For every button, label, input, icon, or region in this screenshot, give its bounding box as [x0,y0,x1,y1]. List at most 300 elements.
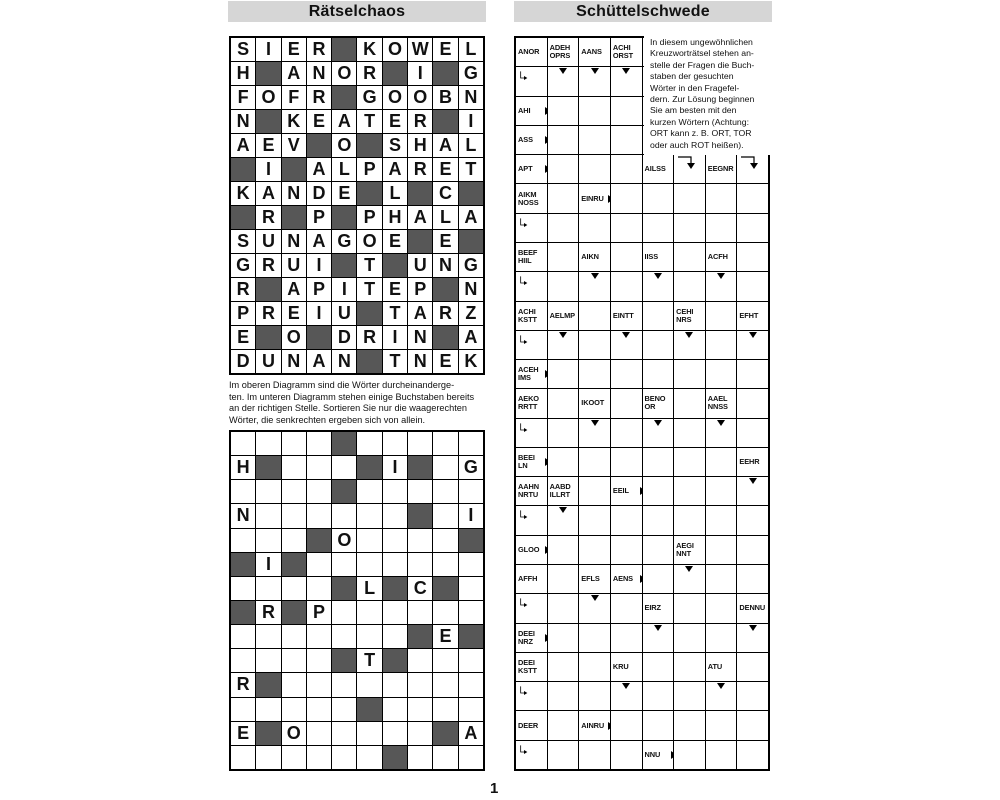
top-grid-letter-cell: F [282,86,306,109]
answer-cell[interactable] [611,272,642,300]
top-grid-letter-cell: A [459,326,483,349]
top-grid-letter-cell: E [433,38,457,61]
clue-cell [674,536,705,564]
top-grid-letter-cell: T [383,302,407,325]
arrow-right-icon [671,751,673,759]
top-grid-letter-cell: T [357,110,381,133]
bottom-grid-letter-cell [383,480,407,503]
answer-cell[interactable] [706,506,737,534]
answer-cell[interactable] [643,214,674,242]
clue-text: ADEH OPRS [549,43,571,61]
answer-cell[interactable] [674,506,705,534]
answer-cell[interactable] [737,565,768,593]
bottom-grid-letter-cell [332,722,356,745]
top-grid-block-cell [357,182,381,205]
bottom-grid-letter-cell [332,601,356,624]
answer-cell[interactable] [643,506,674,534]
answer-cell[interactable] [643,272,674,300]
arrow-right-icon [545,165,547,173]
answer-cell[interactable] [674,565,705,593]
top-grid-block-cell [307,134,331,157]
answer-cell[interactable] [674,184,705,212]
clue-cell [737,302,768,330]
answer-cell[interactable] [706,272,737,300]
clue-text: AAHN NRTU [518,482,539,500]
top-grid-letter-cell: R [357,326,381,349]
answer-cell[interactable] [737,155,768,183]
bottom-grid-letter-cell [307,625,331,648]
answer-cell[interactable] [611,126,642,154]
bottom-grid-letter-cell [357,673,381,696]
bottom-grid-letter-cell [282,480,306,503]
answer-cell[interactable] [674,477,705,505]
answer-cell[interactable] [674,741,705,769]
top-grid-letter-cell: E [383,230,407,253]
answer-cell[interactable] [643,184,674,212]
answer-cell[interactable] [674,331,705,359]
answer-cell[interactable] [674,594,705,622]
bottom-grid-letter-cell [459,673,483,696]
clue-cell [643,741,674,769]
answer-cell[interactable] [674,448,705,476]
intro-line: oder auch ROT heißen). [650,139,744,150]
answer-cell[interactable] [579,155,610,183]
bottom-grid-block-cell [282,601,306,624]
answer-cell[interactable] [737,682,768,710]
answer-cell[interactable] [548,624,579,652]
bottom-grid-letter-cell [256,529,280,552]
top-grid-letter-cell: P [357,206,381,229]
answer-cell[interactable] [706,448,737,476]
answer-cell[interactable] [548,331,579,359]
top-grid-block-cell [459,230,483,253]
bottom-grid-letter-cell [357,504,381,527]
answer-cell[interactable] [737,214,768,242]
bottom-grid-letter-cell: H [231,456,255,479]
answer-cell[interactable] [706,536,737,564]
top-grid-letter-cell: G [459,62,483,85]
answer-cell[interactable] [548,155,579,183]
bottom-grid-block-cell [433,577,457,600]
answer-cell[interactable] [516,506,547,534]
intro-line: ORT kann z. B. ORT, TOR [650,128,752,139]
answer-cell[interactable] [548,506,579,534]
answer-cell[interactable] [548,711,579,739]
bottom-grid-letter-cell [307,432,331,455]
arrow-down-icon [591,420,599,426]
answer-cell[interactable] [516,67,547,95]
bottom-grid-letter-cell [282,577,306,600]
answer-cell[interactable] [548,67,579,95]
answer-cell[interactable] [548,126,579,154]
bottom-grid-block-cell [231,553,255,576]
intro-line: staben der gesuchten [650,71,734,82]
answer-cell[interactable] [548,653,579,681]
arrow-right-icon [640,575,642,583]
answer-cell[interactable] [737,360,768,388]
clue-text: DEEI NRZ [518,628,535,646]
answer-cell[interactable] [643,360,674,388]
answer-cell[interactable] [579,682,610,710]
bottom-grid-letter-cell [357,625,381,648]
answer-cell[interactable] [611,214,642,242]
answer-cell[interactable] [611,682,642,710]
answer-cell[interactable] [548,741,579,769]
top-grid-letter-cell: N [433,254,457,277]
top-grid-block-cell [433,62,457,85]
answer-cell[interactable] [611,331,642,359]
answer-cell[interactable] [706,419,737,447]
top-grid-letter-cell: T [459,158,483,181]
arrow-right-icon [640,487,642,495]
answer-cell[interactable] [611,184,642,212]
bottom-grid-letter-cell [383,432,407,455]
bottom-grid-letter-cell [459,432,483,455]
top-grid-letter-cell: O [357,230,381,253]
clue-cell [643,594,674,622]
answer-cell[interactable] [643,682,674,710]
answer-cell[interactable] [548,97,579,125]
bottom-grid-block-cell [332,577,356,600]
top-grid-letter-cell: I [256,38,280,61]
answer-cell[interactable] [548,448,579,476]
answer-cell[interactable] [611,155,642,183]
top-grid-letter-cell: A [408,302,432,325]
answer-cell[interactable] [579,67,610,95]
answer-cell[interactable] [674,711,705,739]
clue-cell [516,126,547,154]
top-grid-letter-cell: O [383,38,407,61]
top-grid-letter-cell: E [433,158,457,181]
answer-cell[interactable] [674,214,705,242]
bottom-grid-letter-cell: R [231,673,255,696]
bottom-grid-letter-cell [332,553,356,576]
answer-cell[interactable] [516,741,547,769]
answer-cell[interactable] [579,448,610,476]
bottom-grid-letter-cell [332,625,356,648]
answer-cell[interactable] [579,594,610,622]
bottom-grid-letter-cell [282,625,306,648]
bottom-grid-letter-cell [256,504,280,527]
bottom-grid-letter-cell [383,673,407,696]
answer-cell[interactable] [579,624,610,652]
bottom-grid-letter-cell [408,698,432,721]
top-grid-block-cell [357,302,381,325]
top-grid-letter-cell: E [256,134,280,157]
answer-cell[interactable] [706,711,737,739]
arrow-down-icon [654,420,662,426]
answer-cell[interactable] [548,565,579,593]
clue-text: EEHR [739,457,760,467]
answer-cell[interactable] [643,419,674,447]
answer-cell[interactable] [643,302,674,330]
top-grid-letter-cell: C [433,182,457,205]
answer-cell[interactable] [548,272,579,300]
top-grid-letter-cell: N [459,86,483,109]
answer-cell[interactable] [643,477,674,505]
answer-cell[interactable] [737,506,768,534]
answer-cell[interactable] [706,741,737,769]
top-grid-letter-cell: U [282,254,306,277]
clue-text: AABD ILLRT [549,482,571,500]
answer-cell[interactable] [611,67,642,95]
answer-cell[interactable] [548,419,579,447]
answer-cell[interactable] [643,448,674,476]
bottom-grid-letter-cell [282,673,306,696]
answer-cell[interactable] [548,214,579,242]
answer-cell[interactable] [548,184,579,212]
answer-cell[interactable] [579,419,610,447]
answer-cell[interactable] [674,272,705,300]
clue-text: AIKM NOSS [518,189,539,207]
answer-cell[interactable] [643,653,674,681]
answer-cell[interactable] [706,214,737,242]
answer-cell[interactable] [611,419,642,447]
answer-cell[interactable] [611,711,642,739]
arrow-down-icon [559,507,567,513]
top-grid-letter-cell: A [307,350,331,373]
answer-cell[interactable] [737,624,768,652]
clue-cell [516,184,547,212]
answer-cell[interactable] [706,302,737,330]
top-grid-block-cell [408,230,432,253]
top-grid-letter-cell: R [256,206,280,229]
bottom-grid-letter-cell [383,504,407,527]
bottom-grid-letter-cell [231,746,255,769]
arrow-bent-right-icon [520,597,528,609]
bottom-grid-letter-cell [459,553,483,576]
answer-cell[interactable] [611,594,642,622]
answer-cell[interactable] [579,741,610,769]
bottom-grid-block-cell [332,432,356,455]
answer-cell[interactable] [579,97,610,125]
answer-cell[interactable] [611,624,642,652]
answer-cell[interactable] [737,653,768,681]
answer-cell[interactable] [706,594,737,622]
top-grid-letter-cell: T [383,350,407,373]
answer-cell[interactable] [516,419,547,447]
bottom-grid-block-cell [332,649,356,672]
answer-cell[interactable] [674,360,705,388]
answer-cell[interactable] [706,477,737,505]
arrow-down-icon [717,420,725,426]
answer-cell[interactable] [548,594,579,622]
answer-cell[interactable] [579,653,610,681]
answer-cell[interactable] [706,360,737,388]
bottom-grid-letter-cell [231,698,255,721]
bottom-grid-block-cell [231,601,255,624]
bottom-grid-letter-cell [433,746,457,769]
top-grid-letter-cell: A [459,206,483,229]
answer-cell[interactable] [737,711,768,739]
arrow-right-icon [608,722,610,730]
arrow-bent-right-icon [520,744,528,756]
bottom-grid-block-cell [459,625,483,648]
answer-cell[interactable] [674,389,705,417]
clue-cell [706,653,737,681]
answer-cell[interactable] [737,243,768,271]
top-grid-letter-cell: O [383,86,407,109]
intro-line: In diesem ungewöhnlichen [650,37,753,47]
bottom-grid-block-cell [357,698,381,721]
answer-cell[interactable] [579,360,610,388]
clue-text: AINRU [581,720,605,730]
answer-cell[interactable] [706,682,737,710]
top-scrambled-grid [229,36,485,375]
top-grid-letter-cell: E [332,182,356,205]
answer-cell[interactable] [611,243,642,271]
top-grid-block-cell [433,110,457,133]
clue-text: AELMP [549,310,575,320]
top-grid-letter-cell: E [433,230,457,253]
bottom-grid-letter-cell [231,529,255,552]
clue-text: EFHT [739,310,759,320]
answer-cell[interactable] [611,536,642,564]
answer-cell[interactable] [643,624,674,652]
answer-cell[interactable] [516,331,547,359]
answer-cell[interactable] [548,536,579,564]
top-grid-letter-cell: L [459,134,483,157]
bottom-grid-letter-cell [231,649,255,672]
bottom-grid-block-cell [256,456,280,479]
arrow-down-icon [591,68,599,74]
answer-cell[interactable] [737,741,768,769]
clue-text: AENS [612,574,634,584]
bottom-grid-letter-cell [282,432,306,455]
top-grid-block-cell [282,158,306,181]
answer-cell[interactable] [737,477,768,505]
answer-cell[interactable] [737,419,768,447]
answer-cell[interactable] [611,506,642,534]
arrow-down-icon [591,595,599,601]
answer-cell[interactable] [643,565,674,593]
clue-cell [579,389,610,417]
arrow-bent-right-icon [520,217,528,229]
top-grid-letter-cell: H [408,134,432,157]
bottom-grid-letter-cell [307,456,331,479]
clue-text: BEEF HIIL [518,248,538,266]
answer-cell[interactable] [706,565,737,593]
answer-cell[interactable] [611,97,642,125]
answer-cell[interactable] [548,243,579,271]
bottom-grid-letter-cell: C [408,577,432,600]
answer-cell[interactable] [643,711,674,739]
answer-cell[interactable] [548,389,579,417]
caption-line: Wörter, die senkrechten ergeben sich von allein. [229,414,426,425]
answer-cell[interactable] [674,653,705,681]
bottom-grid-letter-cell [433,649,457,672]
answer-cell[interactable] [737,331,768,359]
answer-cell[interactable] [643,331,674,359]
bottom-grid-letter-cell [256,649,280,672]
top-grid-letter-cell: I [332,278,356,301]
bottom-grid-letter-cell [282,649,306,672]
answer-cell[interactable] [674,243,705,271]
clue-text: EEGNR [707,164,734,174]
top-grid-letter-cell: A [332,110,356,133]
answer-cell[interactable] [548,682,579,710]
bottom-grid-letter-cell [383,529,407,552]
bottom-grid-letter-cell [307,673,331,696]
bottom-grid-letter-cell [408,673,432,696]
answer-cell[interactable] [706,331,737,359]
answer-cell[interactable] [706,624,737,652]
answer-cell[interactable] [579,214,610,242]
answer-cell[interactable] [706,184,737,212]
top-grid-letter-cell: T [357,278,381,301]
clue-cell [579,711,610,739]
clue-text: DEER [518,720,539,730]
top-grid-letter-cell: N [332,350,356,373]
answer-cell[interactable] [579,272,610,300]
top-grid-block-cell [231,206,255,229]
bottom-grid-letter-cell [433,601,457,624]
answer-cell[interactable] [611,741,642,769]
answer-cell[interactable] [516,594,547,622]
arrow-down-icon [559,68,567,74]
top-grid-letter-cell: V [282,134,306,157]
top-grid-letter-cell: I [459,110,483,133]
answer-cell[interactable] [548,360,579,388]
bottom-grid-letter-cell [357,553,381,576]
bottom-grid-letter-cell [332,698,356,721]
answer-cell[interactable] [674,624,705,652]
answer-cell[interactable] [674,419,705,447]
answer-cell[interactable] [516,272,547,300]
clue-cell [516,624,547,652]
answer-cell[interactable] [579,331,610,359]
answer-cell[interactable] [643,536,674,564]
top-grid-block-cell [459,182,483,205]
top-grid-letter-cell: N [282,182,306,205]
clue-cell [706,243,737,271]
answer-cell[interactable] [579,536,610,564]
answer-cell[interactable] [611,448,642,476]
answer-cell[interactable] [737,389,768,417]
answer-cell[interactable] [674,155,705,183]
answer-cell[interactable] [737,184,768,212]
answer-cell[interactable] [579,302,610,330]
top-grid-letter-cell: A [408,206,432,229]
arrow-bent-right-icon [520,275,528,287]
answer-cell[interactable] [611,360,642,388]
top-grid-block-cell [433,278,457,301]
top-grid-letter-cell: A [433,134,457,157]
page-number: 1 [490,780,499,797]
top-grid-letter-cell: N [408,350,432,373]
answer-cell[interactable] [737,272,768,300]
clue-cell [579,38,610,66]
bottom-grid-letter-cell: O [332,529,356,552]
answer-cell[interactable] [516,214,547,242]
answer-cell[interactable] [516,682,547,710]
clue-cell [516,565,547,593]
answer-cell[interactable] [579,477,610,505]
answer-cell[interactable] [674,682,705,710]
answer-cell[interactable] [579,126,610,154]
clue-cell [737,594,768,622]
answer-cell[interactable] [737,536,768,564]
top-grid-letter-cell: E [231,326,255,349]
bottom-grid-letter-cell [433,432,457,455]
top-grid-letter-cell: G [231,254,255,277]
arrow-down-icon [749,625,757,631]
answer-cell[interactable] [579,506,610,534]
bottom-grid-block-cell [307,529,331,552]
clue-text: KRU [612,662,629,672]
answer-cell[interactable] [611,389,642,417]
top-grid-letter-cell: R [357,62,381,85]
